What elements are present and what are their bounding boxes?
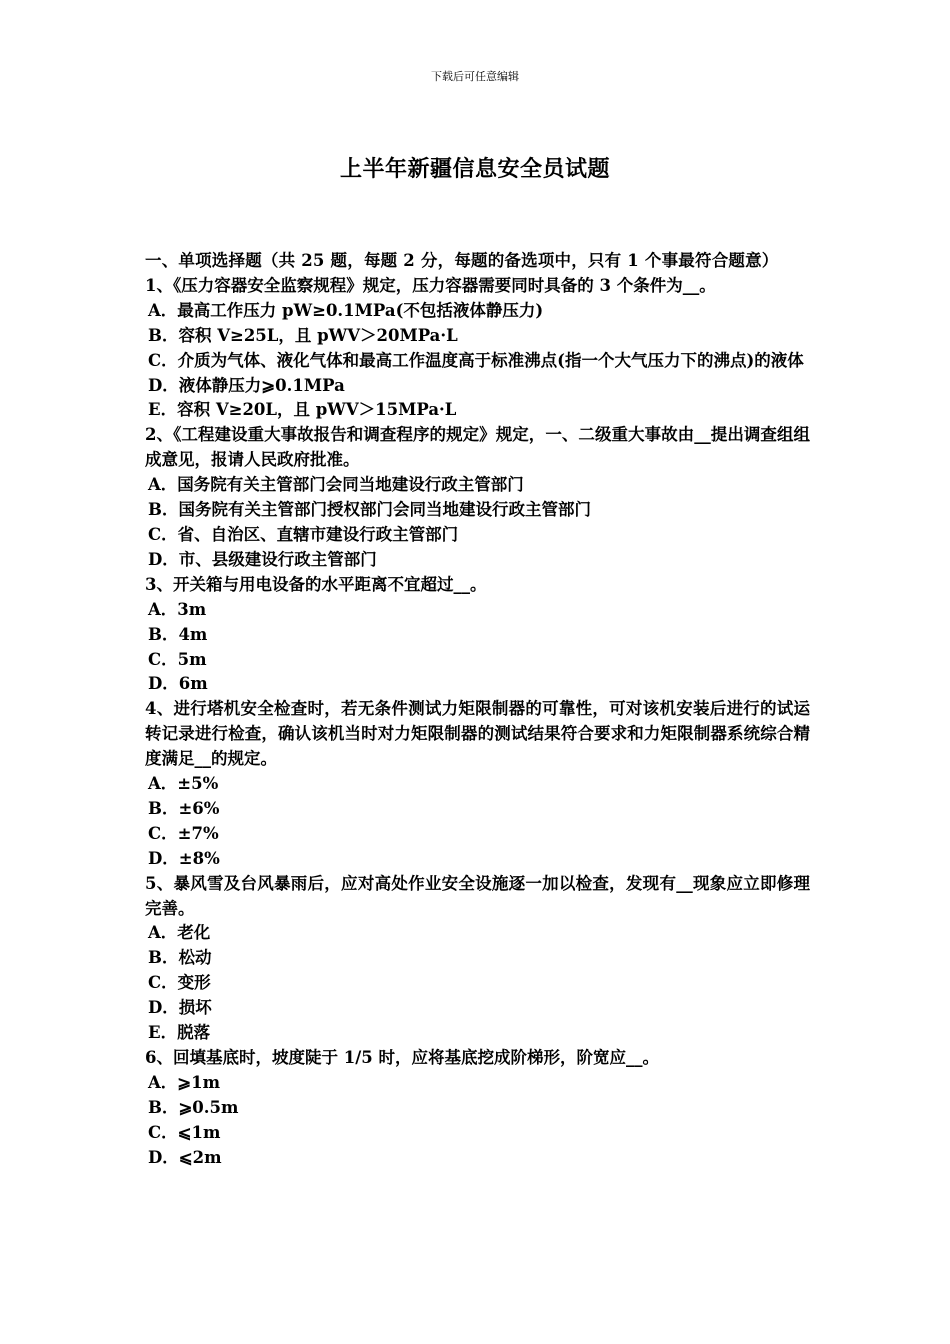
- option-b: B．⩾0.5m: [148, 1097, 239, 1117]
- option-a: A．老化: [148, 923, 211, 943]
- document-title: 上半年新疆信息安全员试题: [339, 156, 610, 182]
- question-4: [145, 697, 810, 871]
- option-c: C．⩽1m: [148, 1122, 221, 1142]
- option-d: D．市、县级建设行政主管部门: [148, 549, 377, 569]
- question-text: 3、开关箱与用电设备的水平距离不宜超过__。: [145, 574, 487, 594]
- option-b: B．容积 V≥25L，且 pWV＞20MPa·L: [148, 325, 458, 345]
- option-a: A．3m: [148, 599, 207, 619]
- option-d: D．6m: [148, 674, 208, 694]
- option-a: A．±5%: [148, 774, 219, 794]
- question-text: 2、《工程建设重大事故报告和调查程序的规定》规定，一、二级重大事故由__提出调查组组成意见，报请人民政府批准。: [145, 425, 810, 470]
- option-c: C．介质为气体、液化气体和最高工作温度高于标准沸点(指一个大气压力下的沸点)的液体: [148, 350, 804, 370]
- question-5: [145, 872, 810, 1046]
- option-b: B．±6%: [148, 798, 220, 818]
- question-2: [145, 423, 810, 572]
- question-text: 5、暴风雪及台风暴雨后，应对高处作业安全设施逐一加以检查，发现有__现象应立即修理完善。: [145, 873, 810, 918]
- option-e: E．容积 V≥20L，且 pWV＞15MPa·L: [148, 400, 457, 420]
- option-a: A．⩾1m: [148, 1072, 221, 1092]
- header-note: 下载后可任意编辑: [431, 70, 519, 83]
- question-text: 4、进行塔机安全检查时，若无条件测试力矩限制器的可靠性，可对该机安装后进行的试运转记录进行检查，确认该机当时对力矩限制器的测试结果符合要求和力矩限制器系统综合精度满足__的规定。: [145, 699, 810, 769]
- option-b: B．4m: [148, 624, 208, 644]
- option-c: C．省、自治区、直辖市建设行政主管部门: [148, 524, 459, 544]
- option-d: D．液体静压力⩾0.1MPa: [148, 375, 345, 395]
- option-d: D．⩽2m: [148, 1147, 222, 1167]
- question-6: [145, 1046, 810, 1171]
- option-c: C．变形: [148, 973, 211, 993]
- option-c: C．±7%: [148, 823, 219, 843]
- option-c: C．5m: [148, 649, 207, 669]
- question-1: [145, 274, 810, 423]
- option-a: A．最高工作压力 pW≥0.1MPa(不包括液体静压力): [148, 300, 544, 320]
- question-text: 1、《压力容器安全监察规程》规定，压力容器需要同时具备的 3 个条件为__。: [145, 275, 716, 295]
- document-body: [145, 249, 810, 1171]
- option-e: E．脱落: [148, 1023, 211, 1043]
- option-d: D．损坏: [148, 998, 212, 1018]
- option-a: A．国务院有关主管部门会同当地建设行政主管部门: [148, 475, 524, 495]
- question-text: 6、回填基底时，坡度陡于 1/5 时，应将基底挖成阶梯形，阶宽应__。: [145, 1048, 659, 1067]
- question-3: [145, 573, 810, 698]
- option-d: D．±8%: [148, 848, 220, 868]
- section-heading: 一、单项选择题（共 25 题，每题 2 分，每题的备选项中，只有 1 个事最符合题意）: [145, 251, 779, 270]
- option-b: B．松动: [148, 948, 212, 968]
- option-b: B．国务院有关主管部门授权部门会同当地建设行政主管部门: [148, 500, 591, 520]
